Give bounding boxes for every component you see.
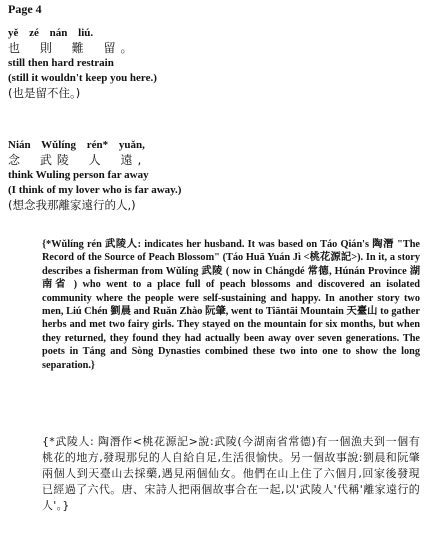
verse-chinese-translation: (也是留不住。): [8, 86, 81, 100]
verse-line-1: [8, 26, 157, 101]
verse-english-translation: (still it wouldn't keep you here.): [8, 72, 157, 84]
verse-chinese-translation: (想念我那離家遠行的人,): [8, 198, 136, 212]
footnote-chinese: {*武陵人: 陶潛作<桃花源記>說:武陵(今湖南省常德)有一個漁夫到一個有桃花的地方,發現那兒的人自給自足,生活很愉快。另一個故事說:劉晨和阮肇兩個人到天臺山去採藥,遇見兩個仙女。他們在山上住了六個月,回家後發現已經過了六代。唐、宋詩人把兩個故事合在一起,以'武陵人'代稱'離家遠行的人'。}: [42, 435, 420, 512]
page-number: Page 4: [8, 2, 42, 16]
verse-pinyin: yě zé nán liú.: [8, 27, 94, 39]
verse-word-gloss: think Wuling person far away: [8, 169, 149, 181]
verse-english-translation: (I think of my lover who is far away.): [8, 184, 182, 196]
verse-line-2: [8, 138, 181, 213]
verse-word-gloss: still then hard restrain: [8, 57, 114, 69]
footnote-english: {*Wǔlíng rén 武陵人: indicates her husband. It was based on Táo Qián's 陶潛 "The Record of the Source of Peach Blossom" (Táo Huā Yuán Jì <桃花源記>). In it, a story describes a fisherman from Wǔlíng 武陵 ( now in Chángdé 常德, Húnán Province 湖南省 ) who went to a place full of peach blossoms and discovered an isolated community where the people were self-sustaining and happy. In another story two men, Liú Chén 劉晨 and Ruǎn Zhào 阮肇, went to Tiāntāi Mountain 天臺山 to gather herbs and met two fairy girls. They stayed on the mountain for six months, but when they returned, they found they had actually been away over seven generations. The poets in Táng and Sòng Dynasties combined these two into one to show the long separation.}: [42, 239, 420, 371]
verse-chinese-characters: 也 則 難 留。: [8, 41, 138, 55]
verse-chinese-characters: 念 武陵 人 遠,: [8, 153, 147, 167]
verse-pinyin: Nián Wǔlíng rén* yuǎn,: [8, 139, 145, 151]
